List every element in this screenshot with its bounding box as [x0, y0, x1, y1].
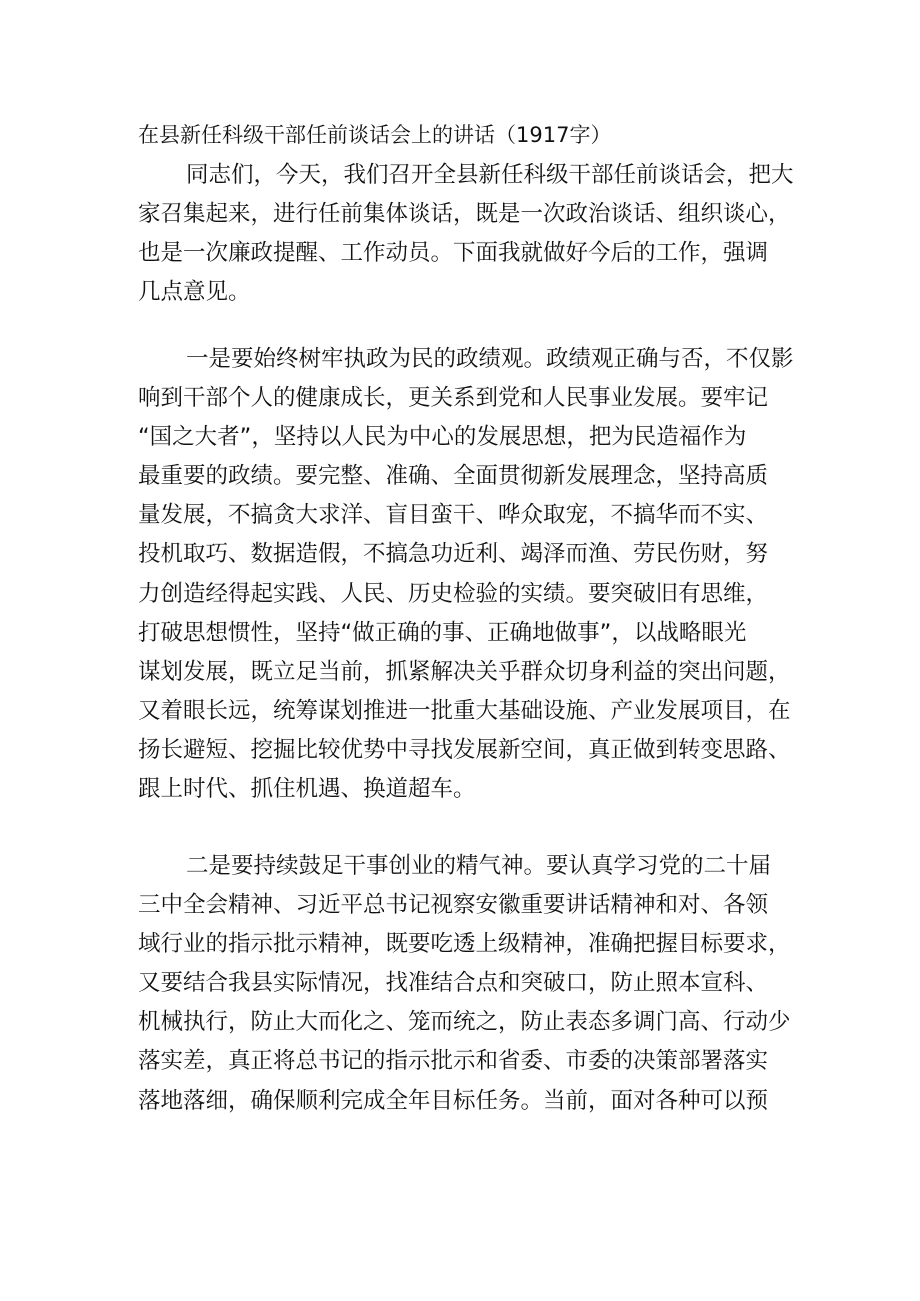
paragraph-point-one — [138, 340, 798, 809]
paragraph-line: 一是要始终树牢执政为民的政绩观。政绩观正确与否，不仅影 — [186, 346, 794, 372]
paragraph-line: 最重要的政绩。要完整、准确、全面贯彻新发展理念，坚持高质 — [138, 463, 769, 490]
paragraph-line: 力创造经得起实践、人民、历史检验的实绩。要突破旧有思维， — [138, 580, 769, 607]
paragraph-line: 几点意见。 — [138, 279, 251, 306]
paragraph-line: 二是要持续鼓足干事创业的精气神。要认真学习党的二十届 — [186, 853, 772, 879]
paragraph-line: 响到干部个人的健康成长，更关系到党和人民事业发展。要牢记 — [138, 385, 769, 412]
document-title: 在县新任科级干部任前谈话会上的讲话（1917字） — [138, 123, 612, 147]
paragraph-line: 落地落细，确保顺利完成全年目标任务。当前，面对各种可以预 — [138, 1087, 769, 1114]
paragraph-line: 三中全会精神、习近平总书记视察安徽重要讲话精神和对、各领 — [138, 892, 769, 919]
paragraph-line: 扬长避短、挖掘比较优势中寻找发展新空间，真正做到转变思路、 — [138, 736, 791, 763]
paragraph-line: 跟上时代、抓住机遇、换道超车。 — [138, 776, 476, 803]
paragraph-line: 机械执行，防止大而化之、笼而统之，防止表态多调门高、行动少 — [138, 1009, 791, 1036]
paragraph-opening — [138, 156, 798, 312]
paragraph-line: 同志们，今天，我们召开全县新任科级干部任前谈话会，把大 — [186, 162, 794, 188]
paragraph-line: 家召集起来，进行任前集体谈话，既是一次政治谈话、组织谈心， — [138, 201, 791, 228]
paragraph-point-two — [138, 847, 798, 1121]
paragraph-line: 又要结合我县实际情况，找准结合点和突破口，防止照本宣科、 — [138, 970, 769, 997]
paragraph-line: 又着眼长远，统筹谋划推进一批重大基础设施、产业发展项目，在 — [138, 697, 791, 724]
paragraph-line: 域行业的指示批示精神，既要吃透上级精神，准确把握目标要求， — [138, 931, 791, 958]
paragraph-line: 打破思想惯性，坚持“做正确的事、正确地做事”，以战略眼光 — [138, 619, 747, 646]
paragraph-line: 投机取巧、数据造假，不搞急功近利、竭泽而渔、劳民伤财，努 — [138, 541, 769, 568]
paragraph-line: “国之大者”，坚持以人民为中心的发展思想，把为民造福作为 — [138, 424, 747, 451]
paragraph-line: 谋划发展，既立足当前，抓紧解决关乎群众切身利益的突出问题， — [138, 658, 791, 685]
paragraph-line: 也是一次廉政提醒、工作动员。下面我就做好今后的工作，强调 — [138, 240, 769, 267]
paragraph-line: 量发展，不搞贪大求洋、盲目蛮干、哗众取宠，不搞华而不实、 — [138, 502, 769, 529]
paragraph-line: 落实差，真正将总书记的指示批示和省委、市委的决策部署落实 — [138, 1048, 769, 1075]
